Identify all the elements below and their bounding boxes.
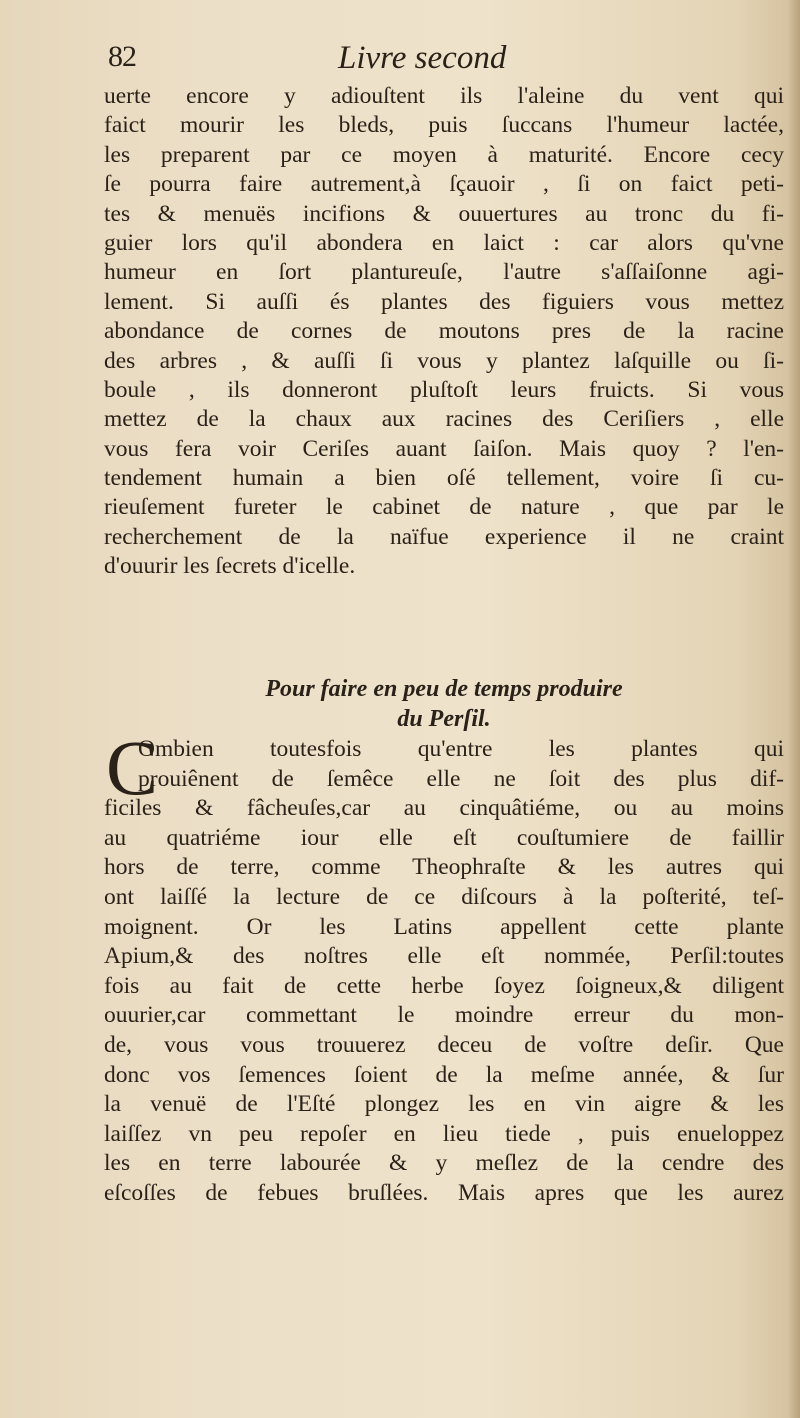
text-line: les preparent par ce moyen à maturité. Encore cecy [104, 141, 784, 168]
text-line: tes & menuës incifions & ouuertures au tronc du fi- [104, 200, 784, 227]
text-line: boule , ils donneront pluſtoſt leurs fruicts. Si vous [104, 376, 784, 403]
page-edge-shadow [788, 0, 800, 1418]
text-line: eſcoſſes de febues bruſlées. Mais apres que les aurez [104, 1179, 784, 1206]
text-line: rieuſement fureter le cabinet de nature , que par le [104, 494, 784, 521]
text-line: Apium,& des noſtres elle eſt nommée, Perſil:toutes [104, 943, 784, 970]
text-line: d'ouurir les ſecrets d'icelle. [104, 553, 356, 580]
text-line: lement. Si auſſi és plantes des figuiers vous mettez [104, 288, 784, 315]
section-heading-line-1: Pour faire en peu de temps produire [265, 676, 623, 702]
text-line: uerte encore y adiouſtent ils l'aleine du vent qui [104, 83, 784, 109]
page-header [108, 40, 778, 86]
text-line: laiſſez vn peu repoſer en lieu tiede , puis enueloppez [104, 1120, 784, 1147]
text-line: ont laiſſé la lecture de ce diſcours à la poſterité, teſ- [104, 883, 784, 910]
text-line: donc vos ſemences ſoient de la meſme année, & ſur [104, 1061, 784, 1088]
text-line: Ombien toutesfois qu'entre les plantes qui [138, 736, 784, 762]
text-line: tendement humain a bien oſé tellement, voire ſi cu- [104, 465, 784, 492]
text-line: les en terre labourée & y meſlez de la cendre des [104, 1150, 784, 1177]
page-number: 82 [108, 40, 136, 73]
text-line: prouiênent de ſemêce elle ne ſoit des plus dif- [138, 765, 784, 792]
text-line: ficiles & fâcheuſes,car au cinquâtiéme, ou au moins [104, 795, 784, 822]
paragraph-2 [104, 724, 784, 1209]
text-line: humeur en ſort plantureuſe, l'autre s'aſſaiſonne agi- [104, 259, 784, 286]
text-line: hors de terre, comme Theophraſte & les autres qui [104, 854, 784, 881]
text-line: mettez de la chaux aux racines des Ceriſiers , elle [104, 406, 784, 433]
section-heading [104, 674, 784, 734]
text-line: vous fera voir Ceriſes auant ſaiſon. Mais quoy ? l'en- [104, 435, 784, 462]
section-heading-line-2: du Perſil. [397, 706, 491, 732]
text-line: ſe pourra faire autrement,à ſçauoir , ſi on faict peti- [104, 171, 784, 198]
text-line: ouurier,car commettant le moindre erreur du mon- [104, 1002, 784, 1029]
text-line: la venuë de l'Eſté plongez les en vin aigre & les [104, 1091, 784, 1118]
text-line: des arbres , & auſſi ſi vous y plantez laſquille ou ſi- [104, 347, 784, 374]
text-line: moignent. Or les Latins appellent cette plante [104, 913, 784, 940]
text-line: abondance de cornes de moutons pres de la racine [104, 318, 784, 345]
text-line: recherchement de la naïfue experience il ne craint [104, 523, 784, 550]
text-line: au quatriéme iour elle eſt couſtumiere de faillir [104, 824, 784, 851]
drop-cap: C [106, 724, 159, 811]
text-line: guier lors qu'il abondera en laict : car alors qu'vne [104, 229, 784, 256]
running-title: Livre second [338, 40, 507, 76]
text-line: de, vous vous trouuerez deceu de voſtre deſir. Que [104, 1031, 784, 1058]
paragraph-1 [104, 82, 784, 582]
text-line: fois au fait de cette herbe ſoyez ſoigneux,& diligent [104, 972, 784, 999]
text-line: faict mourir les bleds, puis ſuccans l'humeur lactée, [104, 112, 784, 139]
